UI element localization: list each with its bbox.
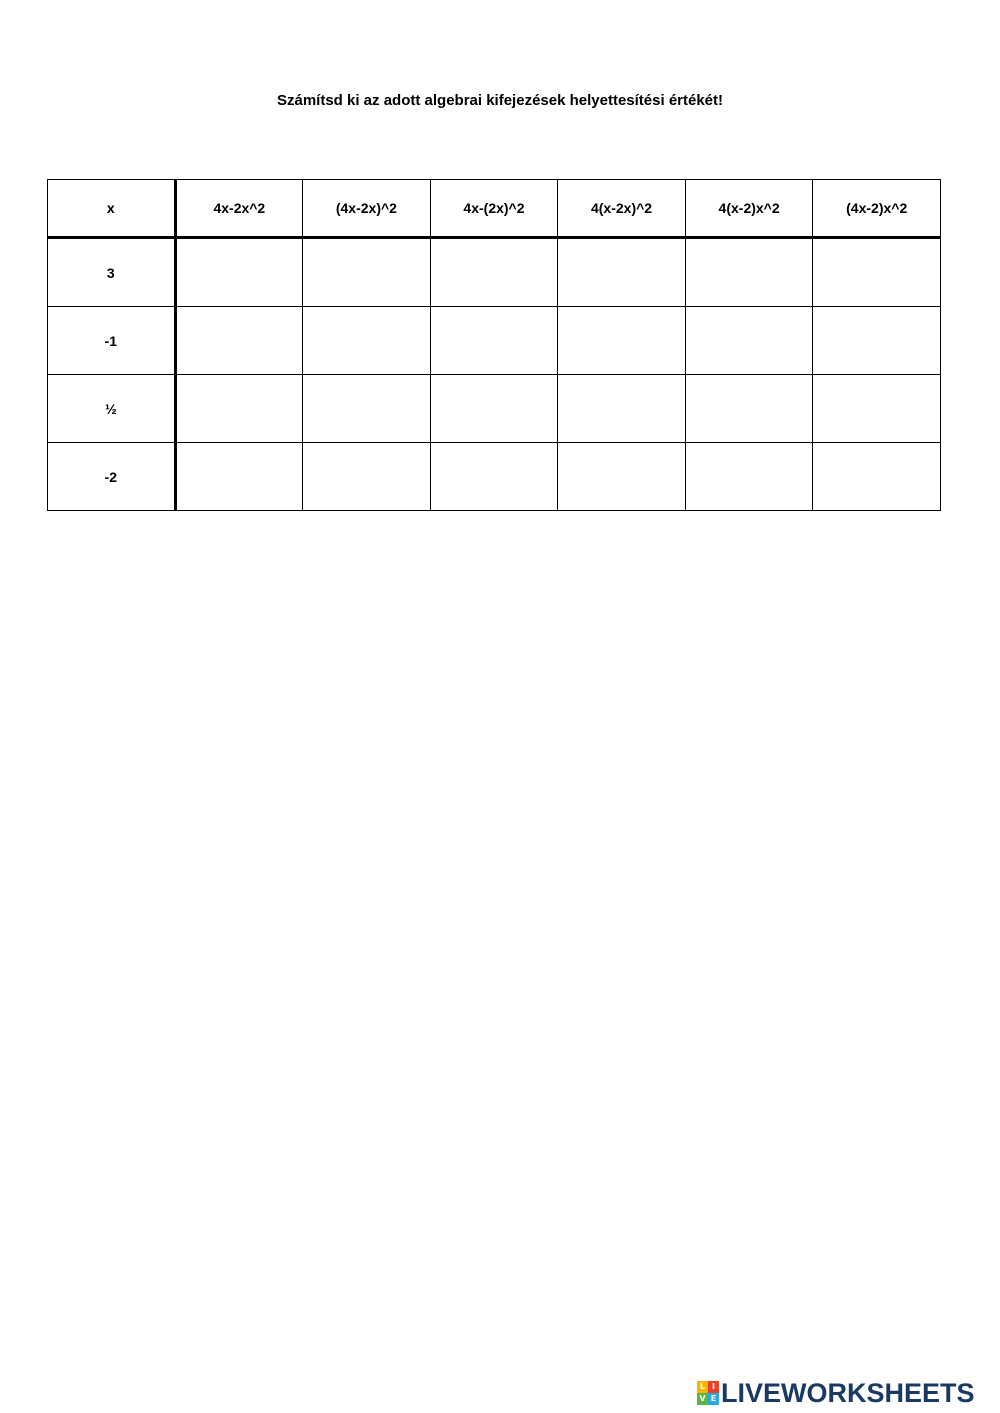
answer-cell[interactable] [303,238,431,307]
logo-mark-icon [697,1381,719,1405]
answer-cell[interactable] [558,307,686,375]
answer-cell[interactable] [813,375,941,443]
answer-cell[interactable] [813,307,941,375]
answer-cell[interactable] [303,375,431,443]
x-value-cell: -1 [48,307,176,375]
table-header-row [48,180,941,238]
answer-cell[interactable] [175,375,303,443]
answer-cell[interactable] [558,375,686,443]
x-value-cell: 3 [48,238,176,307]
logo-letter-i: I [708,1381,719,1393]
answer-cell[interactable] [558,238,686,307]
logo-letter-l: L [697,1381,708,1393]
answer-cell[interactable] [813,238,941,307]
answer-cell[interactable] [430,307,558,375]
logo-letter-e: E [708,1393,719,1405]
table-row [48,238,941,307]
header-expr-3: 4x-(2x)^2 [430,180,558,238]
answer-cell[interactable] [685,375,813,443]
header-expr-1: 4x-2x^2 [175,180,303,238]
answer-cell[interactable] [558,443,686,511]
header-x: x [48,180,176,238]
answer-cell[interactable] [685,238,813,307]
table-row [48,307,941,375]
expression-table [47,179,941,511]
answer-cell[interactable] [430,238,558,307]
answer-cell[interactable] [430,443,558,511]
header-expr-6: (4x-2)x^2 [813,180,941,238]
answer-cell[interactable] [175,443,303,511]
logo-text: LIVEWORKSHEETS [721,1377,975,1408]
answer-cell[interactable] [303,443,431,511]
logo-letter-v: V [697,1393,708,1405]
x-value-cell: -2 [48,443,176,511]
table-row [48,375,941,443]
liveworksheets-logo [697,1377,975,1409]
header-expr-4: 4(x-2x)^2 [558,180,686,238]
table-row [48,443,941,511]
header-expr-2: (4x-2x)^2 [303,180,431,238]
answer-cell[interactable] [175,238,303,307]
answer-cell[interactable] [175,307,303,375]
answer-cell[interactable] [430,375,558,443]
answer-cell[interactable] [685,443,813,511]
worksheet-title: Számítsd ki az adott algebrai kifejezések helyettesítési értékét! [276,92,724,109]
answer-cell[interactable] [303,307,431,375]
header-expr-5: 4(x-2)x^2 [685,180,813,238]
answer-cell[interactable] [813,443,941,511]
answer-cell[interactable] [685,307,813,375]
x-value-cell: ½ [48,375,176,443]
